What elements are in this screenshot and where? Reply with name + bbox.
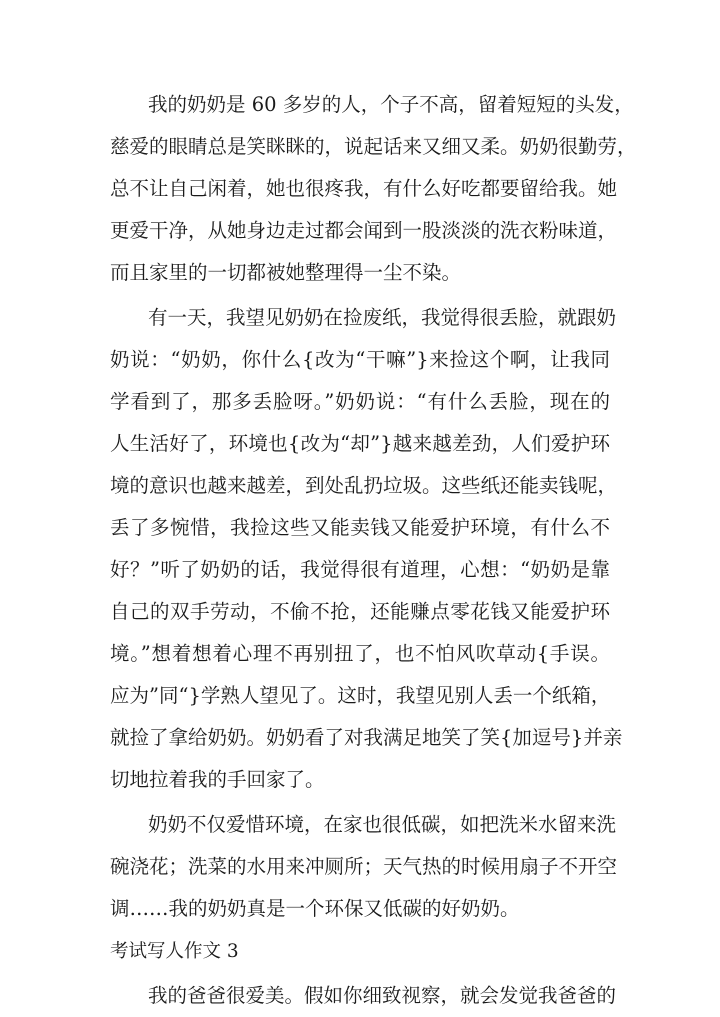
section-heading: 考试写人作文 3 bbox=[110, 941, 239, 962]
paragraph-1-line-1: 我的奶奶是 60 多岁的人，个子不高，留着短短的头发， bbox=[148, 93, 634, 116]
paragraph-2-line-8: 自己的双手劳动，不偷不抢，还能赚点零花钱又能爱护环 bbox=[110, 600, 610, 623]
paragraph-4-line-1: 我的爸爸很爱美。假如你细致视察，就会发觉我爸爸的 bbox=[148, 984, 617, 1007]
paragraph-2-line-5: 境的意识也越来越差，到处乱扔垃圾。这些纸还能卖钱呢， bbox=[110, 474, 618, 497]
paragraph-1-line-5: 而且家里的一切都被她整理得一尘不染。 bbox=[110, 261, 462, 284]
paragraph-1-line-3: 总不让自己闲着，她也很疼我，有什么好吃都要留给我。她 bbox=[110, 177, 618, 200]
paragraph-2-line-2: 奶说：“奶奶，你什么{改为“干嘛”}来捡这个啊，让我同 bbox=[110, 348, 610, 371]
paragraph-3-line-3: 调……我的奶奶真是一个环保又低碳的好奶奶。 bbox=[110, 897, 520, 920]
paragraph-2-line-4: 人生活好了，环境也{改为“却”}越来越差劲，人们爱护环 bbox=[110, 432, 610, 455]
paragraph-2-line-7: 好？”听了奶奶的话，我觉得很有道理，心想：“奶奶是靠 bbox=[110, 558, 610, 581]
paragraph-1-line-4: 更爱干净，从她身边走过都会闻到一股淡淡的洗衣粉味道， bbox=[110, 219, 618, 242]
paragraph-2-line-3: 学看到了，那多丢脸呀。”奶奶说：“有什么丢脸，现在的 bbox=[110, 390, 610, 413]
paragraph-2-line-6: 丢了多惋惜，我捡这些又能卖钱又能爱护环境，有什么不 bbox=[110, 516, 610, 539]
paragraph-2-line-12: 切地拉着我的手回家了。 bbox=[110, 768, 325, 791]
paragraph-2-line-9: 境。”想着想着心理不再别扭了，也不怕风吹草动{手误。 bbox=[110, 642, 610, 665]
paragraph-3-line-2: 碗浇花；洗菜的水用来冲厕所；天气热的时候用扇子不开空 bbox=[110, 855, 618, 878]
paragraph-3-line-1: 奶奶不仅爱惜环境，在家也很低碳，如把洗米水留来洗 bbox=[148, 813, 617, 836]
paragraph-2-line-1: 有一天，我望见奶奶在捡废纸，我觉得很丢脸，就跟奶 bbox=[148, 306, 617, 329]
paragraph-2-line-10: 应为”同“}学熟人望见了。这时，我望见别人丢一个纸箱， bbox=[110, 684, 611, 707]
paragraph-2-line-11: 就捡了拿给奶奶。奶奶看了对我满足地笑了笑{加逗号}并亲 bbox=[110, 726, 623, 749]
paragraph-1-line-2: 慈爱的眼睛总是笑眯眯的，说起话来又细又柔。奶奶很勤劳， bbox=[110, 135, 637, 158]
